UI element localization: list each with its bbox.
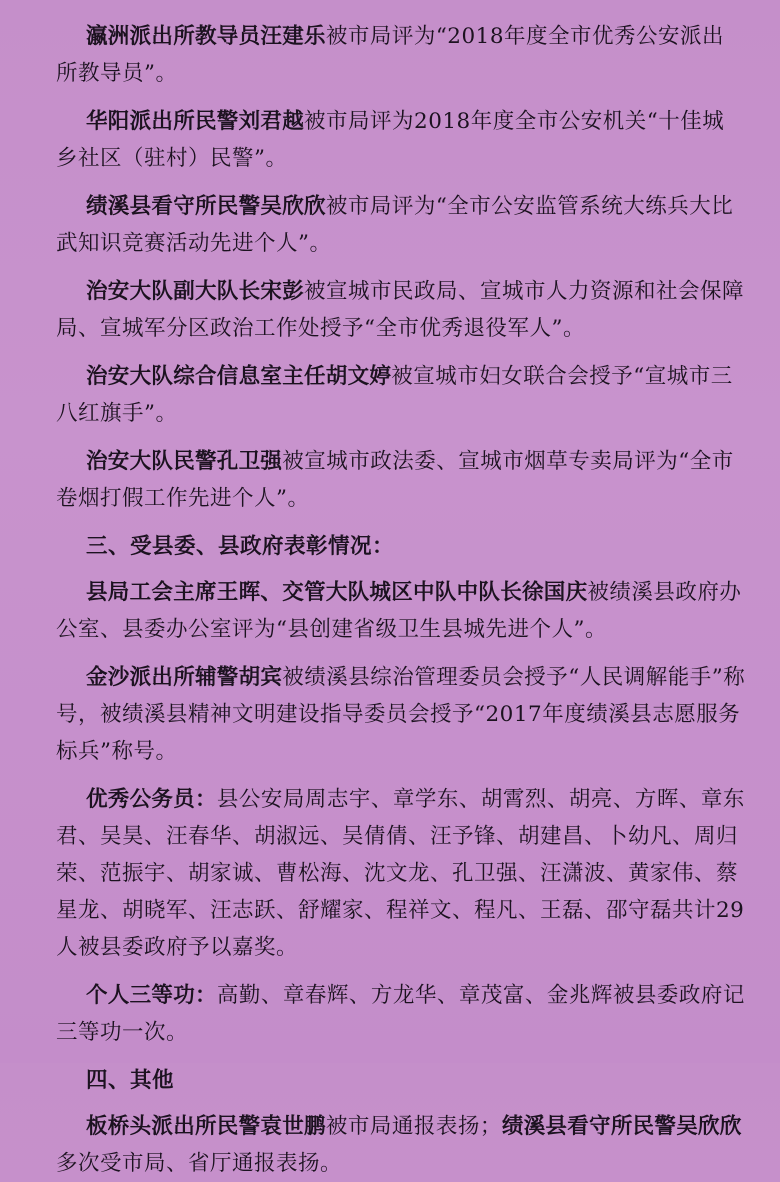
award-category: 个人三等功： bbox=[86, 983, 217, 1008]
award-description: 被市局评为2018年度全市公安机关“十佳城乡社区（驻村）民警”。 bbox=[56, 109, 725, 171]
award-description: 被宣城市政法委、宣城市烟草专卖局评为“全市卷烟打假工作先进个人”。 bbox=[56, 449, 734, 511]
award-paragraph-11 bbox=[56, 1108, 746, 1182]
award-paragraph-10 bbox=[56, 977, 746, 1051]
award-description: 被市局通报表扬； bbox=[325, 1114, 502, 1139]
award-description: 高勤、章春辉、方龙华、章茂富、金兆辉被县委政府记三等功一次。 bbox=[56, 983, 745, 1045]
award-paragraph-9 bbox=[56, 781, 746, 966]
awardee-name: 治安大队副大队长宋彭 bbox=[86, 279, 305, 304]
awardee-name: 县局工会主席王晖、交管大队城区中队中队长徐国庆 bbox=[86, 580, 588, 605]
section-heading-4 bbox=[56, 1062, 746, 1099]
award-paragraph-8 bbox=[56, 659, 746, 770]
award-paragraph-4 bbox=[56, 273, 746, 347]
awardee-name: 绩溪县看守所民警吴欣欣 bbox=[86, 194, 326, 219]
awardee-name-2: 绩溪县看守所民警吴欣欣 bbox=[501, 1114, 742, 1139]
section-heading-text: 四、其他 bbox=[86, 1068, 175, 1093]
awardee-name: 瀛洲派出所教导员汪建乐 bbox=[86, 24, 326, 49]
award-paragraph-7 bbox=[56, 574, 746, 648]
award-paragraph-2 bbox=[56, 103, 746, 177]
award-paragraph-3 bbox=[56, 188, 746, 262]
award-description: 被宣城市妇女联合会授予“宣城市三八红旗手”。 bbox=[56, 364, 733, 426]
award-description: 被市局评为“2018年度全市优秀公安派出所教导员”。 bbox=[56, 24, 725, 86]
award-description: 县公安局周志宇、章学东、胡霄烈、胡亮、方晖、章东君、吴昊、汪春华、胡淑远、吴倩倩、汪予锋、胡建昌、卜幼凡、周归荣、范振宇、胡家诚、曹松海、沈文龙、孔卫强、汪潇波、黄家伟、蔡星龙、胡晓军、汪志跃、舒耀家、程祥文、程凡、王磊、邵守磊共计29人被县委政府予以嘉奖。 bbox=[56, 787, 745, 960]
award-paragraph-5 bbox=[56, 358, 746, 432]
award-paragraph-6 bbox=[56, 443, 746, 517]
award-description: 被绩溪县政府办公室、县委办公室评为“县创建省级卫生县城先进个人”。 bbox=[56, 580, 742, 642]
awardee-name: 金沙派出所辅警胡宾 bbox=[86, 665, 283, 690]
section-heading-3 bbox=[56, 528, 746, 565]
award-paragraph-1 bbox=[56, 18, 746, 92]
award-category: 优秀公务员： bbox=[86, 787, 217, 812]
award-description: 被市局评为“全市公安监管系统大练兵大比武知识竞赛活动先进个人”。 bbox=[56, 194, 734, 256]
award-description: 被绩溪县综治管理委员会授予“人民调解能手”称号，被绩溪县精神文明建设指导委员会授予“2017年度绩溪县志愿服务标兵”称号。 bbox=[56, 665, 746, 764]
award-description-2: 多次受市局、省厅通报表扬。 bbox=[56, 1151, 343, 1176]
awardee-name: 板桥头派出所民警袁世鹏 bbox=[86, 1114, 326, 1139]
award-description: 被宣城市民政局、宣城市人力资源和社会保障局、宣城军分区政治工作处授予“全市优秀退役军人”。 bbox=[56, 279, 745, 341]
awardee-name: 治安大队综合信息室主任胡文婷 bbox=[86, 364, 392, 389]
awardee-name: 华阳派出所民警刘君越 bbox=[86, 109, 305, 134]
awardee-name: 治安大队民警孔卫强 bbox=[86, 449, 283, 474]
section-heading-text: 三、受县委、县政府表彰情况： bbox=[86, 534, 395, 559]
